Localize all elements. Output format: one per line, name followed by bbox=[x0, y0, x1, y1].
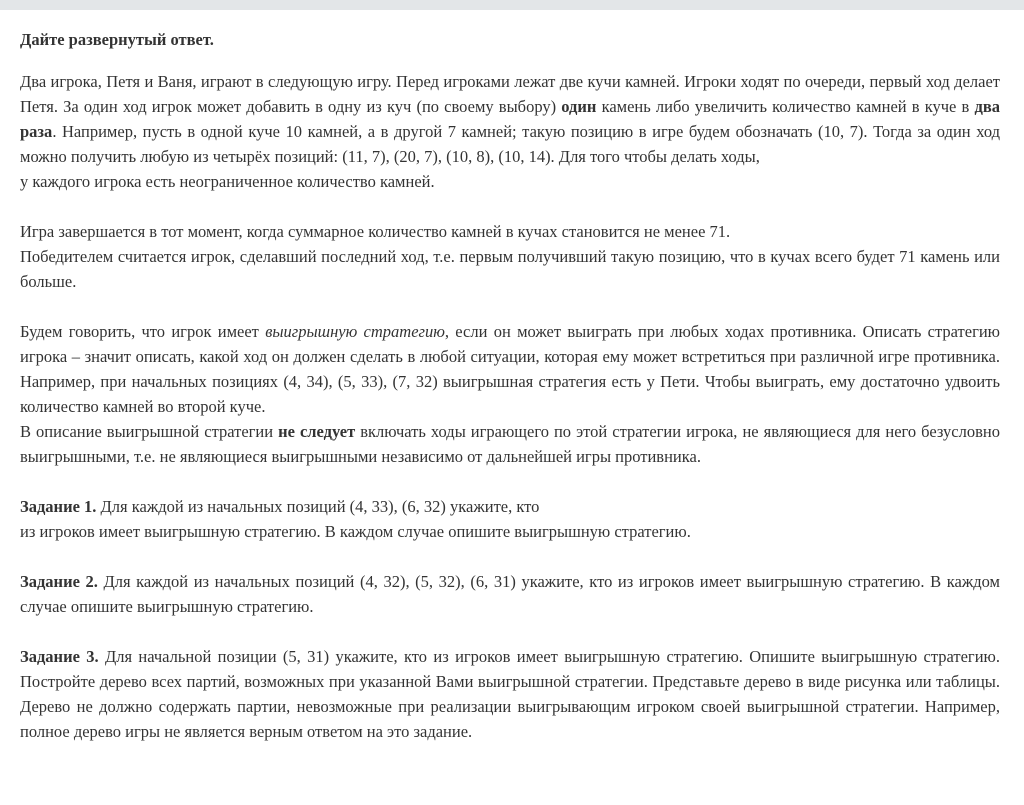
task-text: из игроков имеет выигрышную стратегию. В каждом случае опишите выигрышную стратегию. bbox=[20, 522, 691, 541]
text: камень либо увеличить количество камней в куче в bbox=[596, 97, 975, 116]
text: Игра завершается в тот момент, когда суммарное количество камней в кучах становится не менее 71. bbox=[20, 222, 731, 241]
bold-text: два раза bbox=[20, 97, 1000, 141]
bold-text: один bbox=[561, 97, 597, 116]
task-text: Для каждой из начальных позиций (4, 32), (5, 32), (6, 31) укажите, кто из игроков имеет выигрышную стратегию. В каждом случае опишите выигрышную стратегию. bbox=[20, 572, 1000, 616]
rules-paragraph bbox=[20, 69, 1000, 194]
text: . Например, пусть в одной куче 10 камней, а в другой 7 камней; такую позицию в игре будем обозначать (10, 7). Тогда за один ход можно получить любую из четырёх позиций: (11, 7), (20, 7), (10, 8), (10, 14). Для того чтобы делать ходы, bbox=[20, 122, 1000, 166]
task-label: Задание 3. bbox=[20, 647, 99, 666]
question-heading: Дайте развернутый ответ. bbox=[20, 30, 214, 49]
task-3 bbox=[20, 644, 1000, 744]
question-content bbox=[0, 10, 1024, 744]
text: , если он может выиграть при любых ходах противника. Описать стратегию игрока – значит описать, какой ход он должен сделать в любой ситуации, которая ему может встретиться при различной игре противника. Например, при начальных позициях (4, 34), (5, 33), (7, 32) выигрышная стратегия есть у Пети. Чтобы выиграть, ему достаточно удвоить количество камней во второй куче. bbox=[20, 322, 1000, 416]
top-bar bbox=[0, 0, 1024, 10]
text: В описание выигрышной стратегии bbox=[20, 422, 279, 441]
italic-term: выигрышную стратегию bbox=[265, 322, 445, 341]
task-label: Задание 1. bbox=[20, 497, 97, 516]
task-text: Для каждой из начальных позиций (4, 33), (6, 32) укажите, кто bbox=[96, 497, 540, 516]
task-text: Для начальной позиции (5, 31) укажите, кто из игроков имеет выигрышную стратегию. Опишите выигрышную стратегию. Постройте дерево всех партий, возможных при указанной Вами выигрышной стратегии. Представьте дерево в виде рисунка или таблицы. Дерево не должно содержать партии, невозможные при реализации выигрывающим игроком своей выигрышной стратегии. Например, полное дерево игры не является верным ответом на это задание. bbox=[20, 647, 1000, 741]
text: Два игрока, Петя и Ваня, играют в следующую игру. Перед игроками лежат две кучи камней. Игроки ходят по очереди, первый ход делает Петя. За один ход игрок может добавить в одну из куч (по своему выбору) bbox=[20, 72, 1000, 116]
task-label: Задание 2. bbox=[20, 572, 98, 591]
bold-text: не следует bbox=[278, 422, 356, 441]
task-1 bbox=[20, 494, 1000, 544]
end-condition-paragraph bbox=[20, 219, 1000, 294]
text: включать ходы играющего по этой стратегии игрока, не являющиеся для него безусловно выигрышными, т.е. не являющиеся выигрышными независимо от дальнейшей игры противника. bbox=[20, 422, 1000, 466]
text: Победителем считается игрок, сделавший последний ход, т.е. первым получивший такую позицию, что в кучах всего будет 71 камень или больше. bbox=[20, 247, 1000, 291]
text: Будем говорить, что игрок имеет bbox=[20, 322, 266, 341]
task-2 bbox=[20, 569, 1000, 619]
text: у каждого игрока есть неограниченное количество камней. bbox=[20, 172, 435, 191]
strategy-paragraph bbox=[20, 319, 1000, 469]
